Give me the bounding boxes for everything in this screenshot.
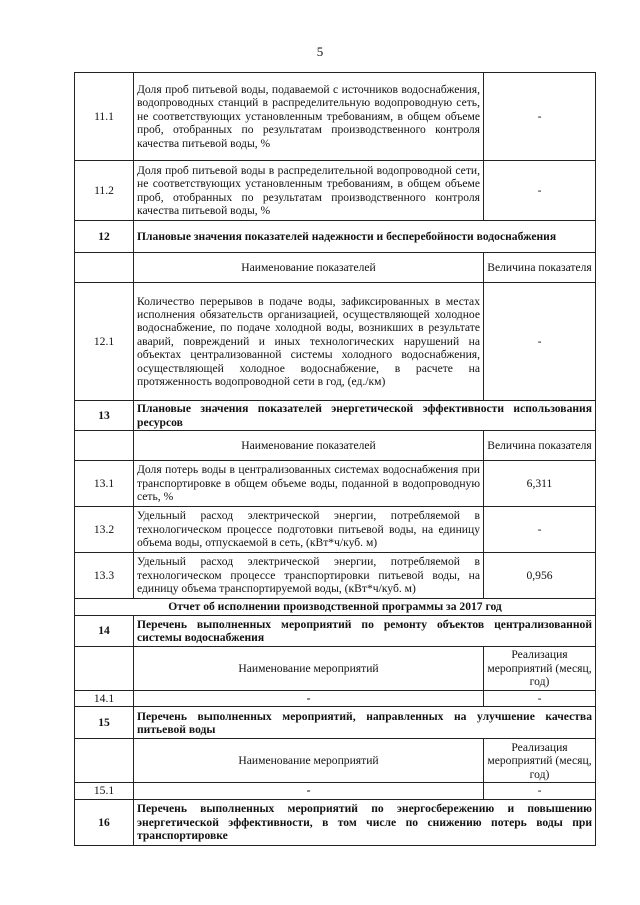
indicator-value: 6,311 bbox=[484, 461, 596, 507]
section-title: Перечень выполненных мероприятий, направленных на улучшение качества питьевой воды bbox=[134, 707, 596, 739]
empty-cell bbox=[75, 739, 134, 783]
column-header-value: Реализация мероприятий (месяц, год) bbox=[484, 647, 596, 691]
section-number: 14 bbox=[75, 616, 134, 647]
column-header-name: Наименование показателей bbox=[134, 431, 484, 461]
section-row bbox=[75, 401, 596, 431]
column-header-name: Наименование показателей bbox=[134, 253, 484, 283]
measure-name: - bbox=[134, 783, 484, 799]
table-row bbox=[75, 161, 596, 221]
row-number: 13.3 bbox=[75, 553, 134, 599]
section-number: 13 bbox=[75, 401, 134, 431]
program-table bbox=[74, 72, 596, 846]
section-number: 12 bbox=[75, 221, 134, 253]
column-header-row bbox=[75, 431, 596, 461]
table-row bbox=[75, 507, 596, 553]
indicator-name: Доля потерь воды в централизованных системах водоснабжения при транспортировке в общем объеме воды, поданной в водопроводную сеть, % bbox=[134, 461, 484, 507]
section-row bbox=[75, 616, 596, 647]
section-title: Плановые значения показателей энергетической эффективности использования ресурсов bbox=[134, 401, 596, 431]
section-title: Перечень выполненных мероприятий по энергосбережению и повышению энергетической эффективности, в том числе по снижению потерь воды при транспортировке bbox=[134, 799, 596, 845]
measure-date: - bbox=[484, 691, 596, 707]
row-number: 11.2 bbox=[75, 161, 134, 221]
indicator-value: 0,956 bbox=[484, 553, 596, 599]
section-row bbox=[75, 221, 596, 253]
column-header-row bbox=[75, 739, 596, 783]
column-header-value: Реализация мероприятий (месяц, год) bbox=[484, 739, 596, 783]
indicator-name: Удельный расход электрической энергии, потребляемой в технологическом процессе подготовки питьевой воды, на единицу объема воды, отпускаемой в сеть, (кВт*ч/куб. м) bbox=[134, 507, 484, 553]
table-row bbox=[75, 783, 596, 799]
column-header-value: Величина показателя bbox=[484, 431, 596, 461]
row-number: 13.1 bbox=[75, 461, 134, 507]
column-header-row bbox=[75, 253, 596, 283]
column-header-row bbox=[75, 647, 596, 691]
column-header-value: Величина показателя bbox=[484, 253, 596, 283]
indicator-value: - bbox=[484, 161, 596, 221]
row-number: 12.1 bbox=[75, 283, 134, 401]
column-header-name: Наименование мероприятий bbox=[134, 647, 484, 691]
indicator-value: - bbox=[484, 507, 596, 553]
row-number: 13.2 bbox=[75, 507, 134, 553]
indicator-name: Доля проб питьевой воды, подаваемой с источников водоснабжения, водопроводных станций в распределительную водопроводную сеть, не соответствующих установленным требованиям, в общем объеме проб, отобранных по результатам производственного контроля качества питьевой воды, % bbox=[134, 73, 484, 161]
page-number: 5 bbox=[316, 44, 324, 59]
section-title: Плановые значения показателей надежности и бесперебойности водоснабжения bbox=[134, 221, 596, 253]
section-number: 16 bbox=[75, 799, 134, 845]
table-row bbox=[75, 283, 596, 401]
table-row bbox=[75, 461, 596, 507]
table-row bbox=[75, 691, 596, 707]
row-number: 14.1 bbox=[75, 691, 134, 707]
report-title: Отчет об исполнении производственной программы за 2017 год bbox=[75, 599, 596, 616]
empty-cell bbox=[75, 431, 134, 461]
row-number: 15.1 bbox=[75, 783, 134, 799]
indicator-value: - bbox=[484, 283, 596, 401]
indicator-value: - bbox=[484, 73, 596, 161]
table-row bbox=[75, 73, 596, 161]
section-row bbox=[75, 799, 596, 845]
indicator-name: Количество перерывов в подаче воды, зафиксированных в местах исполнения обязательств организацией, осуществляющей холодное водоснабжение, по подаче холодной воды, возникших в результате аварий, повреждений и иных технологических нарушений на объектах централизованной системы холодного водоснабжения, осуществляющей холодное водоснабжение, в расчете на протяженность водопроводной сети в год, (ед./км) bbox=[134, 283, 484, 401]
measure-date: - bbox=[484, 783, 596, 799]
column-header-name: Наименование мероприятий bbox=[134, 739, 484, 783]
empty-cell bbox=[75, 647, 134, 691]
measure-name: - bbox=[134, 691, 484, 707]
row-number: 11.1 bbox=[75, 73, 134, 161]
indicator-name: Доля проб питьевой воды в распределительной водопроводной сети, не соответствующих установленным требованиям, в общем объеме проб, отобранных по результатам производственного контроля качества питьевой воды, % bbox=[134, 161, 484, 221]
empty-cell bbox=[75, 253, 134, 283]
section-title: Перечень выполненных мероприятий по ремонту объектов централизованной системы водоснабжения bbox=[134, 616, 596, 647]
report-title-row bbox=[75, 599, 596, 616]
table-row bbox=[75, 553, 596, 599]
indicator-name: Удельный расход электрической энергии, потребляемой в технологическом процессе транспортировки питьевой воды, на единицу объема транспортируемой воды, (кВт*ч/куб. м) bbox=[134, 553, 484, 599]
section-row bbox=[75, 707, 596, 739]
section-number: 15 bbox=[75, 707, 134, 739]
